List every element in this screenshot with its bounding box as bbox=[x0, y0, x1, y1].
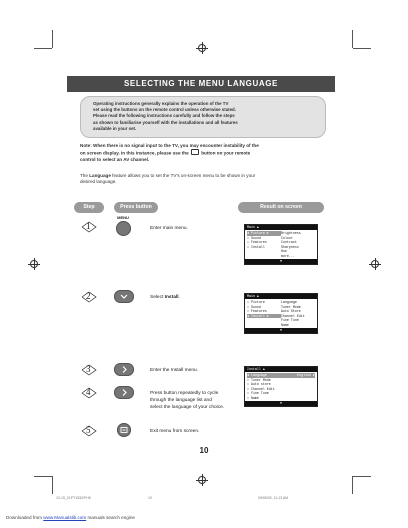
print-info-page: 10 bbox=[148, 496, 152, 500]
press-button-header: Press button bbox=[114, 202, 158, 213]
language-keyword: Language bbox=[89, 173, 111, 178]
crop-mark bbox=[34, 48, 52, 49]
page-number: 10 bbox=[199, 446, 209, 455]
osd-footer: ▼ bbox=[245, 328, 317, 333]
osd-item: more... bbox=[281, 253, 295, 258]
osd-item: Sharpness bbox=[281, 244, 299, 249]
osd-header: Install ▲ bbox=[245, 367, 317, 372]
osd-header-text: Main bbox=[247, 294, 255, 298]
osd-footer: ▼ bbox=[245, 401, 317, 406]
exit-button[interactable] bbox=[117, 423, 131, 437]
osd-item: Auto Store bbox=[281, 309, 301, 313]
registration-mark-icon bbox=[28, 258, 40, 270]
note-line: Note: When there is no signal input to the TV, you may encounter instability of the bbox=[80, 143, 259, 148]
instruction-line: select the language of your choice. bbox=[150, 405, 225, 410]
osd-col-right bbox=[281, 300, 315, 327]
osd-screen-install-menu bbox=[244, 366, 318, 407]
intro-line: set using the buttons on the remote control unless otherwise stated. bbox=[93, 107, 236, 113]
cursor-down-button[interactable] bbox=[114, 290, 134, 303]
print-info-left: 12-15_21PT1532/FHK bbox=[56, 496, 92, 500]
note-text: on screen display. In this instance, please use the bbox=[80, 150, 189, 156]
osd-item: • Picture bbox=[247, 300, 265, 304]
cursor-right-button[interactable] bbox=[114, 386, 134, 399]
osd-item: • Features bbox=[247, 240, 267, 244]
step-number-text: 3 bbox=[86, 364, 91, 374]
step-number-text: 2 bbox=[86, 291, 91, 301]
chevron-right-icon bbox=[114, 386, 134, 399]
osd-footer: ▼ bbox=[245, 259, 317, 264]
crop-mark bbox=[34, 476, 52, 477]
footer-text: Downloaded from bbox=[6, 515, 44, 520]
osd-item: Tuner Mode bbox=[281, 304, 301, 309]
osd-item: • Name bbox=[247, 395, 259, 400]
osd-item: • Install bbox=[247, 244, 265, 249]
intro-line: as shown to familiarise yourself with the installations and all features bbox=[93, 119, 238, 125]
note-line: control to select an AV channel. bbox=[80, 157, 150, 163]
download-footer bbox=[6, 515, 135, 520]
osd-item: Contrast bbox=[281, 240, 297, 244]
print-info-date: 09/05/03, 11:13 AM bbox=[258, 496, 289, 500]
registration-mark-icon bbox=[196, 474, 208, 486]
step-number bbox=[78, 386, 100, 400]
osd-header-text: Main bbox=[247, 225, 255, 229]
crop-mark bbox=[353, 48, 371, 49]
crop-mark bbox=[52, 30, 53, 48]
step-number bbox=[78, 424, 100, 438]
menu-button-label: MENU bbox=[117, 215, 129, 220]
osd-item: • Channel Edit bbox=[247, 386, 275, 391]
osd-screen-install-selected bbox=[244, 293, 318, 334]
chevron-right-icon bbox=[114, 363, 134, 376]
intro-line: Please read the following instructions carefully and follow the steps bbox=[93, 113, 235, 119]
osd-screen-main bbox=[244, 224, 318, 265]
osd-item: • Auto store bbox=[247, 382, 271, 386]
step-number-text: 5 bbox=[86, 425, 91, 435]
registration-mark-icon bbox=[369, 258, 381, 270]
menu-button[interactable] bbox=[116, 221, 131, 236]
step-number bbox=[78, 220, 100, 234]
chevron-down-icon bbox=[114, 290, 134, 303]
step-instruction bbox=[150, 390, 224, 411]
instruction-line: Press button repeatedly to cycle bbox=[150, 391, 219, 396]
crop-mark bbox=[52, 476, 53, 494]
cursor-right-button[interactable] bbox=[114, 363, 134, 376]
step-number-text: 1 bbox=[86, 221, 91, 231]
osd-item: Language bbox=[281, 300, 297, 304]
osd-item: Name bbox=[281, 322, 289, 327]
osd-header: Main ▲ bbox=[245, 225, 317, 230]
text: feature allows you to set the TV's on-screen menu to be shown in your bbox=[110, 173, 256, 178]
step-number-text: 4 bbox=[86, 387, 91, 397]
av-source-icon bbox=[191, 149, 199, 155]
osd-item: Hue bbox=[281, 249, 287, 253]
osd-item: Colour bbox=[281, 235, 293, 240]
step-header: Step bbox=[74, 202, 104, 213]
note-text: button on your remote bbox=[201, 150, 251, 156]
osd-item-selected: ◄ Picture ► bbox=[247, 231, 281, 236]
exit-icon bbox=[117, 423, 131, 437]
registration-mark-icon bbox=[196, 42, 208, 54]
osd-col-left bbox=[247, 300, 281, 327]
step-number bbox=[78, 290, 100, 304]
osd-item: • Fine Tune bbox=[247, 391, 269, 395]
page-title: SELECTING THE MENU LANGUAGE bbox=[67, 76, 335, 92]
osd-item: • Tuner Mode bbox=[247, 377, 271, 382]
osd-col-left bbox=[247, 231, 281, 258]
footer-text: manuals search engine bbox=[86, 515, 135, 520]
crop-mark bbox=[353, 476, 371, 477]
osd-item-selected: ◄ Install ► bbox=[247, 314, 281, 319]
step-instruction: Select Install. bbox=[150, 295, 180, 300]
crop-mark bbox=[352, 30, 353, 48]
osd-header-text: Install bbox=[247, 367, 261, 371]
osd-header: Main ▲ bbox=[245, 294, 317, 299]
step-instruction: Exit menu from screen. bbox=[150, 429, 200, 434]
osd-item: Brightness bbox=[281, 231, 301, 235]
osd-col-right bbox=[281, 231, 315, 258]
manualslib-link[interactable]: www.Manualslib.com bbox=[43, 515, 87, 520]
language-description bbox=[80, 173, 330, 186]
language-line: desired language. bbox=[80, 179, 117, 185]
osd-item: • Sound bbox=[247, 304, 261, 309]
osd-item: Fine Tune bbox=[281, 318, 299, 322]
step-instruction: Enter main menu. bbox=[150, 226, 188, 231]
step-instruction: Enter the Install menu. bbox=[150, 368, 198, 373]
signal-note bbox=[80, 143, 330, 164]
intro-box bbox=[80, 96, 326, 138]
osd-item: • Features bbox=[247, 309, 267, 313]
osd-item-selected: ◄ Language English ► bbox=[247, 373, 315, 377]
intro-line: available in your set. bbox=[93, 125, 137, 131]
note-line bbox=[80, 149, 330, 157]
result-header: Result on screen bbox=[238, 202, 324, 213]
step-number bbox=[78, 363, 100, 377]
osd-item: • Sound bbox=[247, 235, 261, 240]
osd-item: Channel Edit bbox=[281, 313, 305, 318]
intro-line: Operating instructions generally explains the operation of the TV bbox=[93, 101, 229, 106]
text: The bbox=[80, 173, 90, 178]
crop-mark bbox=[352, 476, 353, 494]
instruction-line: through the language list and bbox=[150, 398, 212, 403]
